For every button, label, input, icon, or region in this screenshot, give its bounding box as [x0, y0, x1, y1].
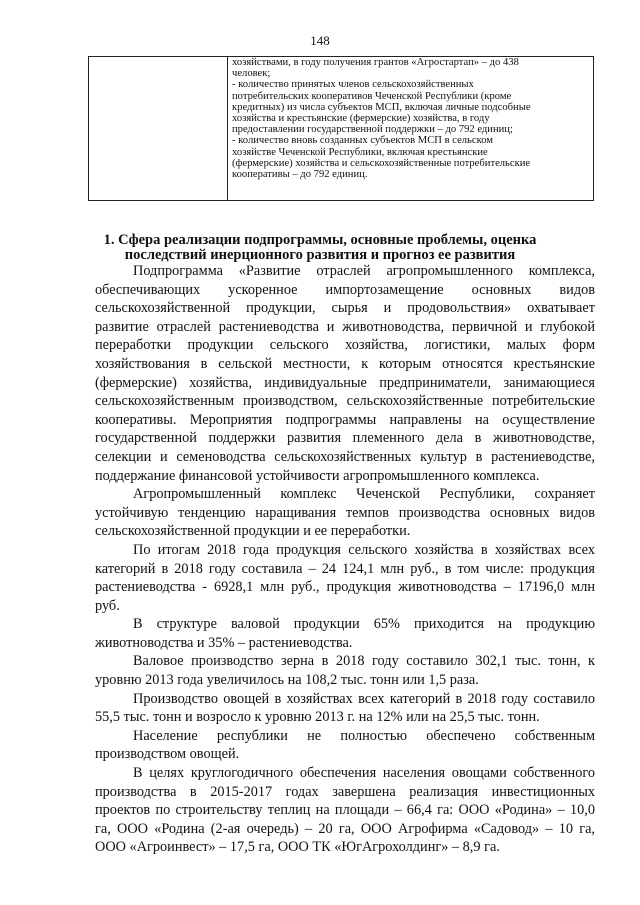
body-line: Подпрограмма «Развитие отраслей агропромышленного комплекса,: [133, 263, 595, 279]
body-line: категорий в 2018 году составила – 24 124,1 млн руб., в том числе: продукция: [95, 560, 595, 577]
body-line: проектов по строительству теплиц на площади – 66,4 га: ООО «Родина» – 10,0: [95, 802, 595, 819]
body-line: развитие отраслей растениеводства и животноводства, первичной и глубокой: [95, 318, 595, 335]
body-line: Валовое производство зерна в 2018 году составило 302,1 тыс. тонн, к: [133, 653, 595, 670]
body-line: государственной поддержки развития племенного дела в животноводстве,: [95, 430, 595, 447]
table-cell-line: хозяйстве Чеченской Республики, включая крестьянские: [232, 146, 488, 158]
body-line: руб.: [95, 597, 120, 614]
table-cell-line: - количество вновь созданных субъектов МСП в сельском: [232, 135, 493, 147]
table-cell-line: потребительских кооперативов Чеченской Республики (кроме: [232, 90, 512, 102]
body-line: уровню 2013 года увеличилось на 108,2 тыс. тонн или 1,5 раза.: [95, 672, 479, 689]
body-line: Производство овощей в хозяйствах всех категорий в 2018 году составило: [133, 690, 595, 707]
table-cell-line: предоставлении государственной поддержки – до 792 единиц;: [232, 124, 513, 136]
table-cell-line: (фермерские) хозяйства и сельскохозяйственные потребительские: [232, 157, 531, 169]
body-line: переработки продукции сельского хозяйства, логистики, малых форм: [95, 337, 595, 354]
table-cell-line: кооперативы – до 792 единиц.: [232, 169, 368, 181]
body-line: производством овощей.: [95, 746, 240, 763]
body-line: устойчивую тенденцию наращивания темпов производства основных видов: [95, 504, 595, 521]
section-heading-line: 1. Сфера реализации подпрограммы, основные проблемы, оценка: [103, 232, 537, 248]
body-line: ООО «Агроинвест» – 17,5 га, ООО ТК «ЮгАгрохолдинг» – 8,9 га.: [95, 839, 500, 856]
body-line: В структуре валовой продукции 65% приходится на продукцию: [133, 616, 595, 633]
table-cell-line: хозяйства и крестьянские (фермерские) хозяйства, в году: [232, 113, 490, 125]
body-line: животноводства и 35% – растениеводства.: [95, 634, 353, 651]
body-line: Население республики не полностью обеспечено собственным: [133, 727, 595, 744]
body-line: Агропромышленный комплекс Чеченской Республики, сохраняет: [133, 486, 595, 503]
table-left-cell: [89, 57, 228, 200]
section-heading-line: последствий инерционного развития и прогноз ее развития: [124, 247, 516, 263]
table-cell-line: кредитных) из числа субъектов МСП, включая личные подсобные: [232, 101, 531, 113]
indicator-table: [88, 56, 594, 201]
body-line: обеспечивающих ускоренное импортозамещение основных видов: [95, 281, 595, 298]
table-cell-line: человек;: [232, 68, 271, 80]
table-cell-line: хозяйствами, в году получения грантов «Агростартап» – до 438: [232, 57, 519, 68]
body-line: (фермерские) хозяйства, индивидуальные предприниматели, занимающиеся: [95, 374, 595, 391]
body-line: га, ООО «Родина (2-ая очередь) – 20 га, ООО Агрофирма «Садовод» – 10 га,: [95, 820, 595, 837]
table-right-cell: [232, 57, 587, 180]
body-line: кооперативы. Мероприятия подпрограммы направлены на осуществление: [95, 411, 595, 428]
body-line: селекции и семеноводства сельскохозяйственных культур в растениеводстве,: [95, 448, 595, 465]
body-line: хозяйствования в сельской местности, к которым относятся крестьянские: [95, 355, 595, 372]
table-cell-line: - количество принятых членов сельскохозяйственных: [232, 79, 474, 91]
body-line: сельскохозяйственной продукции и ее переработки.: [95, 523, 411, 540]
section-heading: [0, 233, 640, 263]
body-line: поддержание финансовой устойчивости агропромышленного комплекса.: [95, 467, 540, 484]
body-line: растениеводства - 6928,1 млн руб., продукция животноводства – 17196,0 млн: [95, 579, 595, 596]
body-line: сельскохозяйственной продукции, сырья и продовольствия» охватывает: [95, 300, 595, 317]
body-line: По итогам 2018 года продукция сельского хозяйства в хозяйствах всех: [133, 541, 595, 558]
body-line: сельскохозяйственным производством, сельскохозяйственные потребительские: [95, 393, 595, 410]
body-line: 55,5 тыс. тонн и возросло к уровню 2013 г. на 12% или на 25,5 тыс. тонн.: [95, 709, 540, 726]
body-line: В целях круглогодичного обеспечения населения овощами собственного: [133, 765, 595, 782]
page-number: 148: [310, 33, 330, 48]
body-text: [95, 262, 595, 857]
body-line: производства в 2015-2017 годах завершена реализация инвестиционных: [95, 783, 595, 800]
